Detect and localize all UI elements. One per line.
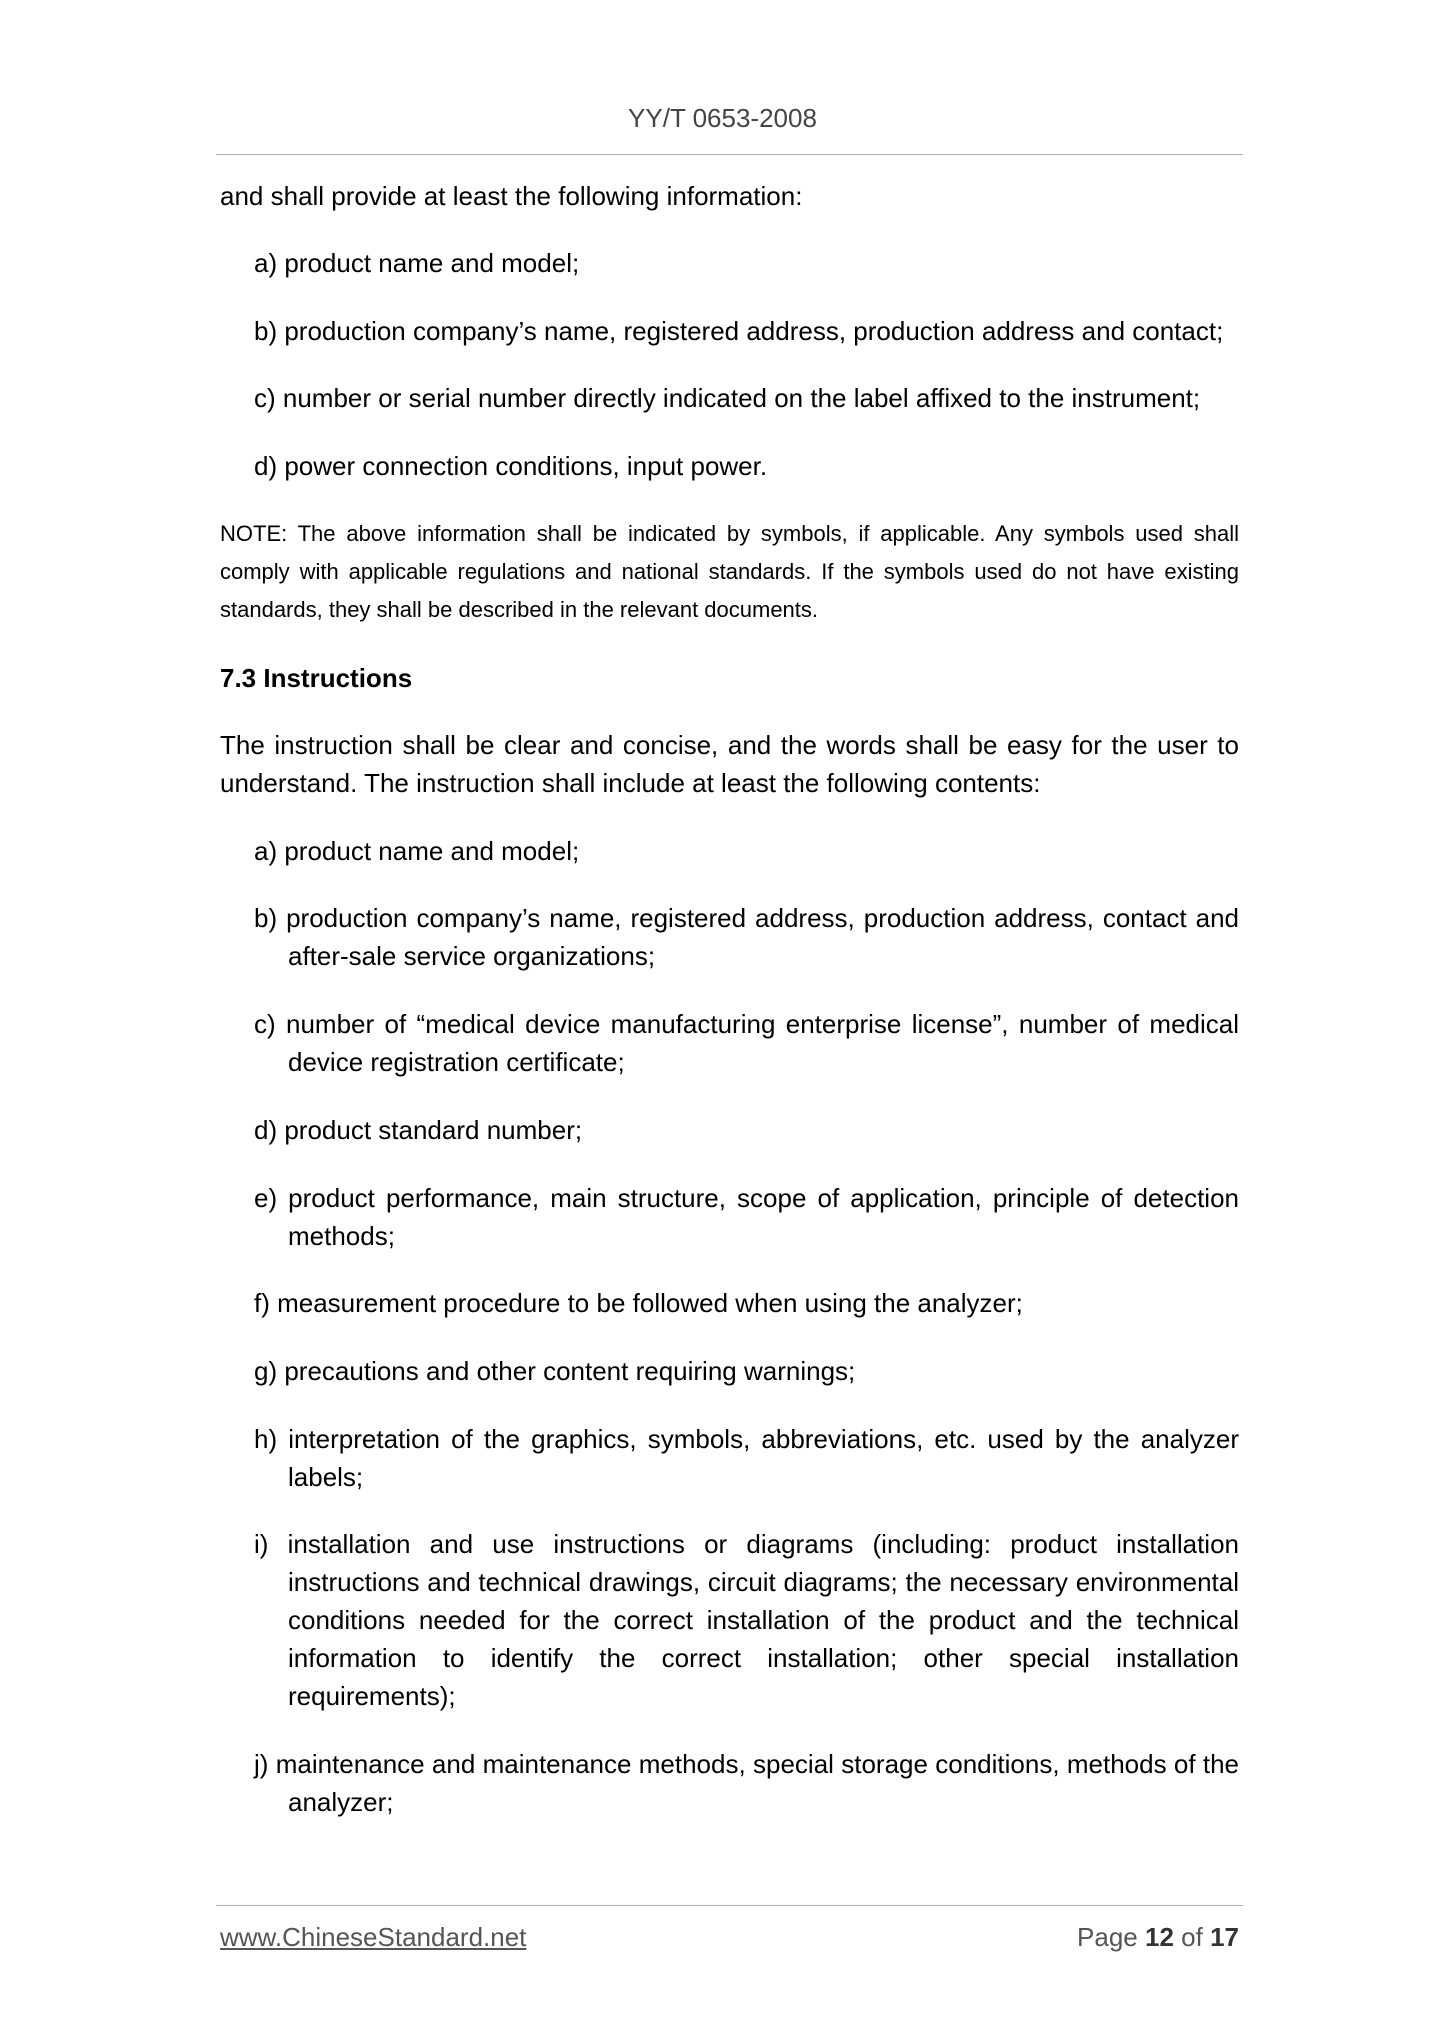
label-list-item: c) number or serial number directly indicated on the label affixed to the instrument; — [254, 383, 1201, 413]
instruction-list-item: d) product standard number; — [254, 1115, 583, 1145]
instruction-list-item: e) product performance, main structure, scope of application, principle of detection methods; — [254, 1183, 1239, 1251]
page-of: of — [1181, 1922, 1203, 1952]
instruction-list-item: c) number of “medical device manufacturing enterprise license”, number of medical device registration certificate; — [254, 1009, 1239, 1077]
instruction-list-item: b) production company’s name, registered address, production address, contact and after-sale service organizations; — [254, 903, 1239, 971]
section-heading: 7.3 Instructions — [220, 663, 413, 693]
label-list-item: b) production company’s name, registered address, production address and contact; — [254, 316, 1224, 346]
footer-website-link[interactable]: www.ChineseStandard.net — [220, 1922, 527, 1952]
page-number — [1077, 1922, 1239, 1953]
label-list-item: d) power connection conditions, input power. — [254, 451, 768, 481]
document-header-title: YY/T 0653-2008 — [628, 103, 817, 133]
instruction-list-item: f) measurement procedure to be followed when using the analyzer; — [254, 1288, 1023, 1318]
instruction-list-item: a) product name and model; — [254, 836, 580, 866]
label-list-item: a) product name and model; — [254, 248, 580, 278]
instruction-list-item: i) installation and use instructions or diagrams (including: product installation instructions and technical drawings, circuit diagrams; the necessary environmental conditions needed for the correct installation of the product and the technical information to identify the correct installation; other special installation requirements); — [254, 1529, 1239, 1711]
header-divider — [216, 154, 1243, 155]
footer-divider — [216, 1905, 1243, 1906]
page-current: 12 — [1145, 1922, 1174, 1952]
lead-paragraph: and shall provide at least the following information: — [220, 181, 803, 211]
section-intro: The instruction shall be clear and concise, and the words shall be easy for the user to understand. The instruction shall include at least the following contents: — [220, 730, 1239, 798]
instruction-list-item: g) precautions and other content requiring warnings; — [254, 1356, 856, 1386]
note-paragraph: NOTE: The above information shall be indicated by symbols, if applicable. Any symbols used shall comply with applicable regulations and national standards. If the symbols used do not have existing standards, they shall be described in the relevant documents. — [220, 521, 1239, 622]
page-prefix: Page — [1077, 1922, 1138, 1952]
instruction-list-item: j) maintenance and maintenance methods, special storage conditions, methods of the analyzer; — [254, 1749, 1239, 1817]
page-total: 17 — [1210, 1922, 1239, 1952]
instruction-list-item: h) interpretation of the graphics, symbols, abbreviations, etc. used by the analyzer labels; — [254, 1424, 1239, 1492]
